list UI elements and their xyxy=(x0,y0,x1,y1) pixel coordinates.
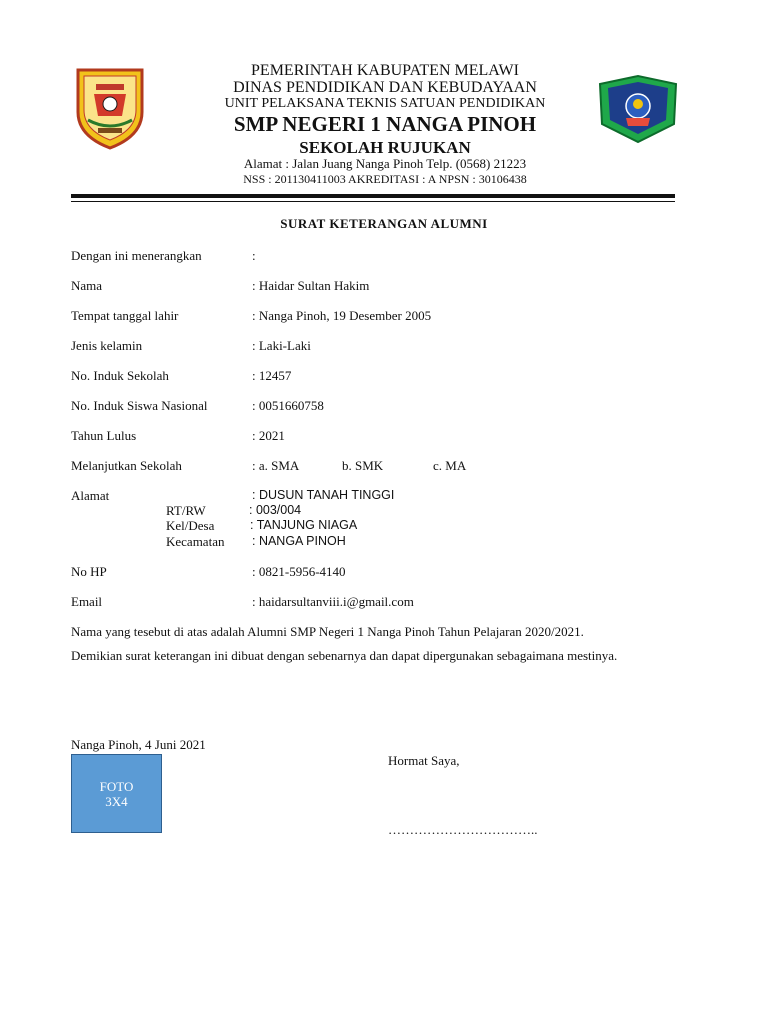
name-label: Nama xyxy=(71,278,103,293)
school-tagline: SEKOLAH RUJUKAN xyxy=(299,138,471,157)
address-value: : DUSUN TANAH TINGGI xyxy=(252,488,395,502)
closing-statement: Demikian surat keterangan ini dibuat dengan sebenarnya dan dapat dipergunakan sebagaimana mestinya. xyxy=(71,648,618,663)
header-department: DINAS PENDIDIKAN DAN KEBUDAYAAN xyxy=(233,79,537,96)
phone-value: : 0821-5956-4140 xyxy=(252,564,346,579)
school-number-value: : 12457 xyxy=(252,368,292,383)
desa-label: Kel/Desa xyxy=(166,518,215,533)
header-government: PEMERINTAH KABUPATEN MELAWI xyxy=(251,62,519,79)
nisn-label: No. Induk Siswa Nasional xyxy=(71,398,208,413)
kabupaten-melawi-emblem-icon xyxy=(72,66,148,150)
kecamatan-label: Kecamatan xyxy=(166,534,225,549)
gender-value: : Laki-Laki xyxy=(252,338,311,353)
header-divider-thin xyxy=(71,201,675,202)
name-value: : Haidar Sultan Hakim xyxy=(252,278,370,293)
school-ids: NSS : 201130411003 AKREDITASI : A NPSN : 30106438 xyxy=(243,172,527,186)
continue-option-sma: : a. SMA xyxy=(252,458,300,473)
email-label: Email xyxy=(71,594,103,609)
place-date: Nanga Pinoh, 4 Juni 2021 xyxy=(71,737,206,752)
continue-label: Melanjutkan Sekolah xyxy=(71,458,182,473)
intro-value: : xyxy=(252,248,256,263)
email-value: : haidarsultanviii.i@gmail.com xyxy=(252,594,414,609)
birth-label: Tempat tanggal lahir xyxy=(71,308,179,323)
graduation-label: Tahun Lulus xyxy=(71,428,137,443)
rtrw-value: : 003/004 xyxy=(249,503,302,517)
nisn-value: : 0051660758 xyxy=(252,398,324,413)
phone-label: No HP xyxy=(71,564,107,579)
photo-size: 3X4 xyxy=(105,794,128,809)
graduation-value: : 2021 xyxy=(252,428,285,443)
kecamatan-value: : NANGA PINOH xyxy=(252,534,346,548)
photo-label: FOTO xyxy=(99,779,134,794)
closing-greeting: Hormat Saya, xyxy=(388,753,460,768)
rtrw-label: RT/RW xyxy=(166,503,206,518)
signature-line: …………………………….. xyxy=(388,822,538,837)
continue-option-ma: c. MA xyxy=(433,458,467,473)
birth-value: : Nanga Pinoh, 19 Desember 2005 xyxy=(252,308,432,323)
photo-placeholder xyxy=(71,754,162,833)
school-number-label: No. Induk Sekolah xyxy=(71,368,169,383)
desa-value: : TANJUNG NIAGA xyxy=(250,518,358,532)
header-unit: UNIT PELAKSANA TEKNIS SATUAN PENDIDIKAN xyxy=(224,96,546,111)
document-title: SURAT KETERANGAN ALUMNI xyxy=(280,216,488,231)
continue-option-smk: b. SMK xyxy=(342,458,384,473)
school-name: SMP NEGERI 1 NANGA PINOH xyxy=(233,112,537,136)
header-divider-thick xyxy=(71,194,675,198)
alumni-statement: Nama yang tesebut di atas adalah Alumni SMP Negeri 1 Nanga Pinoh Tahun Pelajaran 2020/2021. xyxy=(71,624,584,639)
address-label: Alamat xyxy=(71,488,110,503)
intro-label: Dengan ini menerangkan xyxy=(71,248,202,263)
school-address: Alamat : Jalan Juang Nanga Pinoh Telp. (0568) 21223 xyxy=(243,156,527,171)
gender-label: Jenis kelamin xyxy=(71,338,143,353)
